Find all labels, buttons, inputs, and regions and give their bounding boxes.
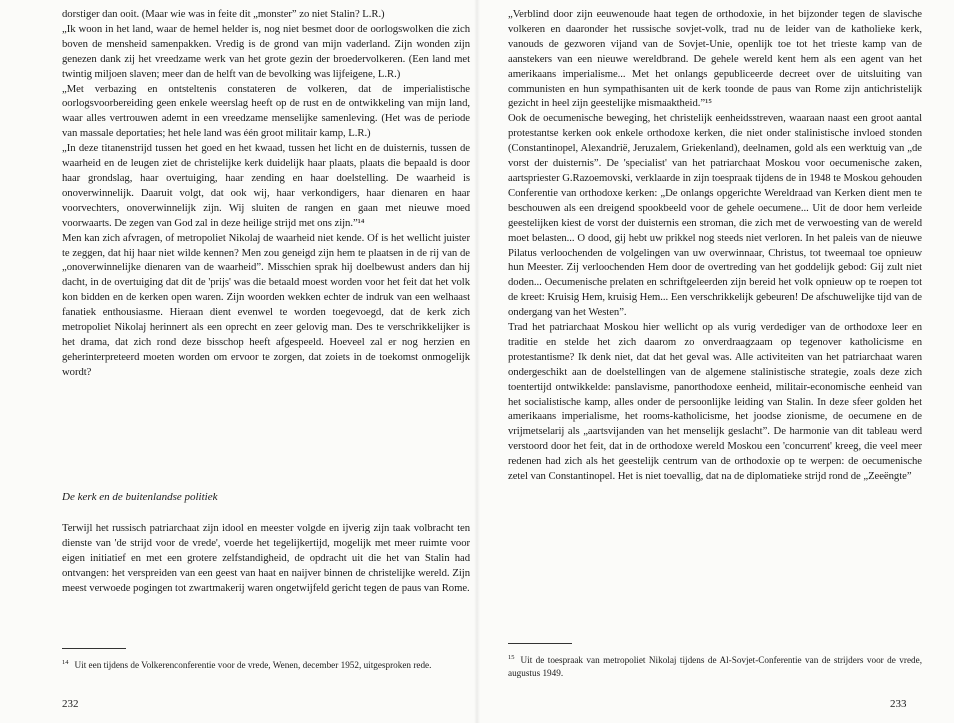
section-heading: De kerk en de buitenlandse politiek	[62, 491, 218, 503]
left-page	[0, 0, 476, 723]
left-paragraph-2: „Ik woon in het land, waar de hemel helder is, nog niet besmet door de oorlogswolken die zich boven de mensheid samenpakken. Vredig is de grond van mijn vaderland. Zijn wonden zijn genezen dank zij het vreedzame werk van het grote gezin der broedervolkeren. (Een land met twintig miljoen slaven; meer dan de helft van de bevolking was lijfeigene, L.R.)	[62, 22, 470, 80]
left-paragraph-6: Terwijl het russisch patriarchaat zijn idool en meester volgde en ijverig zijn taak volbracht ten dienste van 'de strijd voor de vrede', voerde het tegelijkertijd, mogelijk met meer ruimte voor eigen initiatief en met een grotere zelfstandigheid, de opdracht uit die het van Stalin had ontvangen: het verspreiden van een geest van haat en naijver binnen de christelijke wereld. Zijn meest verwoede pogingen tot zwartmakerij waren ongetwijfeld gericht tegen de paus van Rome.	[62, 522, 470, 594]
right-paragraph-3: Trad het patriarchaat Moskou hier wellicht op als vurig verdediger van de orthodoxe leer en traditie en stelde het zich daarom zo onverdraagzaam op tegenover katholicisme en protestantisme? Ik denk niet, dat dat het geval was. Alle activiteiten van het patriarchaat waren ondergeschikt aan de doelstellingen van de algemene stalinistische strategie, zoals deze zich toentertijd ontwikkelde: panslavisme, panorthodoxe eenheid, militair-economische eenheid van het socialistische kamp, alles onder de persoonlijke leiding van Stalin. In deze sfeer golden het amerikaans imperialisme, het rooms-katholicisme, het joodse zionisme, de oecumene en de vrijmetselarij als „aartsvijanden van het menselijk geslacht”. De harmonie van dit tableau werd verstoord door het feit, dat in de orthodoxe wereld Moskou een 'concurrent' kreeg, die veel meer redenen had zich als het geestelijk centrum van de orthodoxie op te werpen: de oecumenische zetel van Constantinopel. Het is niet toevallig, dat na de diplomatieke strijd rond de „Zeeëngte”	[508, 321, 922, 483]
footnote-divider	[62, 648, 126, 649]
footnote-mark: 14	[62, 659, 69, 666]
right-paragraph-1: „Verblind door zijn eeuwenoude haat tegen de orthodoxie, in het bijzonder tegen de slavische volkeren en daaronder het russische sovjet-volk, trad nu de leider van de katholieke kerk, vanouds de gezworen vijand van de Sovjet-Unie, openlijk toe tot het trieste kamp van de aanstekers van een nieuwe wereldbrand. De gehele wereld kent hem als een agent van het amerikaans imperialisme... Met het onlangs gepubliceerde decreet over de uitsluiting van communisten en hun sympathisanten uit de kerk toonde de paus van Rome zijn antichristelijk gezicht in heel zijn geestelijke mismaaktheid.”¹⁵	[508, 8, 922, 110]
footnote-14	[62, 656, 470, 672]
left-paragraph-1: dorstiger dan ooit. (Maar wie was in feite dit „monster” zo niet Stalin? L.R.)	[62, 8, 385, 20]
right-paragraph-2: Ook de oecumenische beweging, het christelijk eenheidsstreven, waaraan naast een groot aantal protestantse kerken ook enkele orthodoxe kerken, die niet onder stalinistische invloed stonden (Constantinopel, Alexandrië, Jeruzalem, Griekenland), deelnamen, gold als een werktuig van „de vorst der duisternis”. De 'specialist' van het patriarchaat Moskou voor oecumenische zaken, aartspriester G.Razoemovski, verklaarde in zijn toespraak tijdens de in 1948 te Moskou gehouden Conferentie van orthodoxe kerken: „De onlangs opgerichte Wereldraad van Kerken dient men te beschouwen als een dreigend spookbeeld voor de gehele oecumene... Uit de door hem verleide geestelijken kiest de vorst der duisternis een stroman, die zich met de verwoesting van de wereld moet belasten... O dood, gij hebt uw prikkel nog steeds niet verloren. In het paleis van de nieuwe Pilatus verloochenden de volgelingen van uw overwinnaar, Christus, tot tweemaal toe opnieuw hun Meester. Zij verloochenden Hem door de overtreding van het goddelijk gebod: Gij zult niet doden... Oecumenische prelaten en schriftgeleerden zijn bereid het volk opnieuw op te roepen tot de kreet: Kruisig Hem, kruisig Hem... Een verschrikkelijk gebeuren! De afschuwelijke tijd van de ondergang van het Westen”.	[508, 112, 922, 319]
left-page-body-2	[62, 521, 470, 596]
left-paragraph-3: „Met verbazing en ontsteltenis constateren de volkeren, dat de imperialistische oorlogsvoorbereiding geen enkele weerslag heeft op de rust en de ontwikkeling van mijn land, waar alles vertrouwen ademt in een vreedzame menselijke samenleving. (Het was de periode van massale deportaties; het hele land was één groot militair kamp, L.R.)	[62, 82, 470, 140]
footnote-text: Uit een tijdens de Volkerenconferentie voor de vrede, Wenen, december 1952, uitgesproken rede.	[74, 660, 432, 671]
page-number-right: 233	[890, 698, 907, 710]
right-page	[478, 0, 954, 723]
left-page-body	[62, 7, 470, 380]
footnote-mark: 15	[508, 654, 515, 661]
footnote-text: Uit de toespraak van metropoliet Nikolaj tijdens de Al-Sovjet-Conferentie van de strijders voor de vrede, augustus 1949.	[508, 655, 922, 679]
right-page-body	[508, 7, 922, 484]
left-paragraph-4: „In deze titanenstrijd tussen het goed en het kwaad, tussen het licht en de duisternis, tussen de waarheid en de leugen ziet de christelijke kerk duidelijk haar plaats, plaats die bepaald is door haar grondslag, haar overtuiging, haar zending en haar doelstelling. De waarheid is onoverwinnelijk. Daaruit volgt, dat ook wij, haar verkondigers, haar dienaren en haar voorvechters, onoverwinnelijk zijn. Wij sluiten de rangen en gaan met nieuwe moed voorwaarts. De zegen van God zal in deze heilige strijd met ons zijn.”¹⁴	[62, 142, 470, 229]
page-number-left: 232	[62, 698, 79, 710]
footnote-15	[508, 651, 922, 680]
footnote-divider	[508, 643, 572, 644]
left-paragraph-5: Men kan zich afvragen, of metropoliet Nikolaj de waarheid niet kende. Of is het wellicht juister te zeggen, dat hij haar niet wilde kennen? Men zou geneigd zijn hem te plaatsen in de rij van de „onoverwinnelijke dienaren van de waarheid”. Misschien sprak hij doelbewust anders dan hij dacht, in de overtuiging dat dit de 'prijs' was die betaald moest worden voor het feit dat het volk kon bidden en de kerken open waren. Zijn woorden wekken echter de indruk van een welhaast fanatiek enthousiasme. Hieraan dient evenwel te worden toegevoegd, dat de kerk zich metropoliet Nikolaj herinnert als een oprecht en zeer gelovig man. Des te verschrikkelijker is het drama, dat zich rond deze bisschop heeft afgespeeld. Hoeveel zal er nog herzien en geherinterpreteerd moeten worden om ervoor te zorgen, dat zoiets in de toekomst onmogelijk wordt?	[62, 231, 470, 378]
